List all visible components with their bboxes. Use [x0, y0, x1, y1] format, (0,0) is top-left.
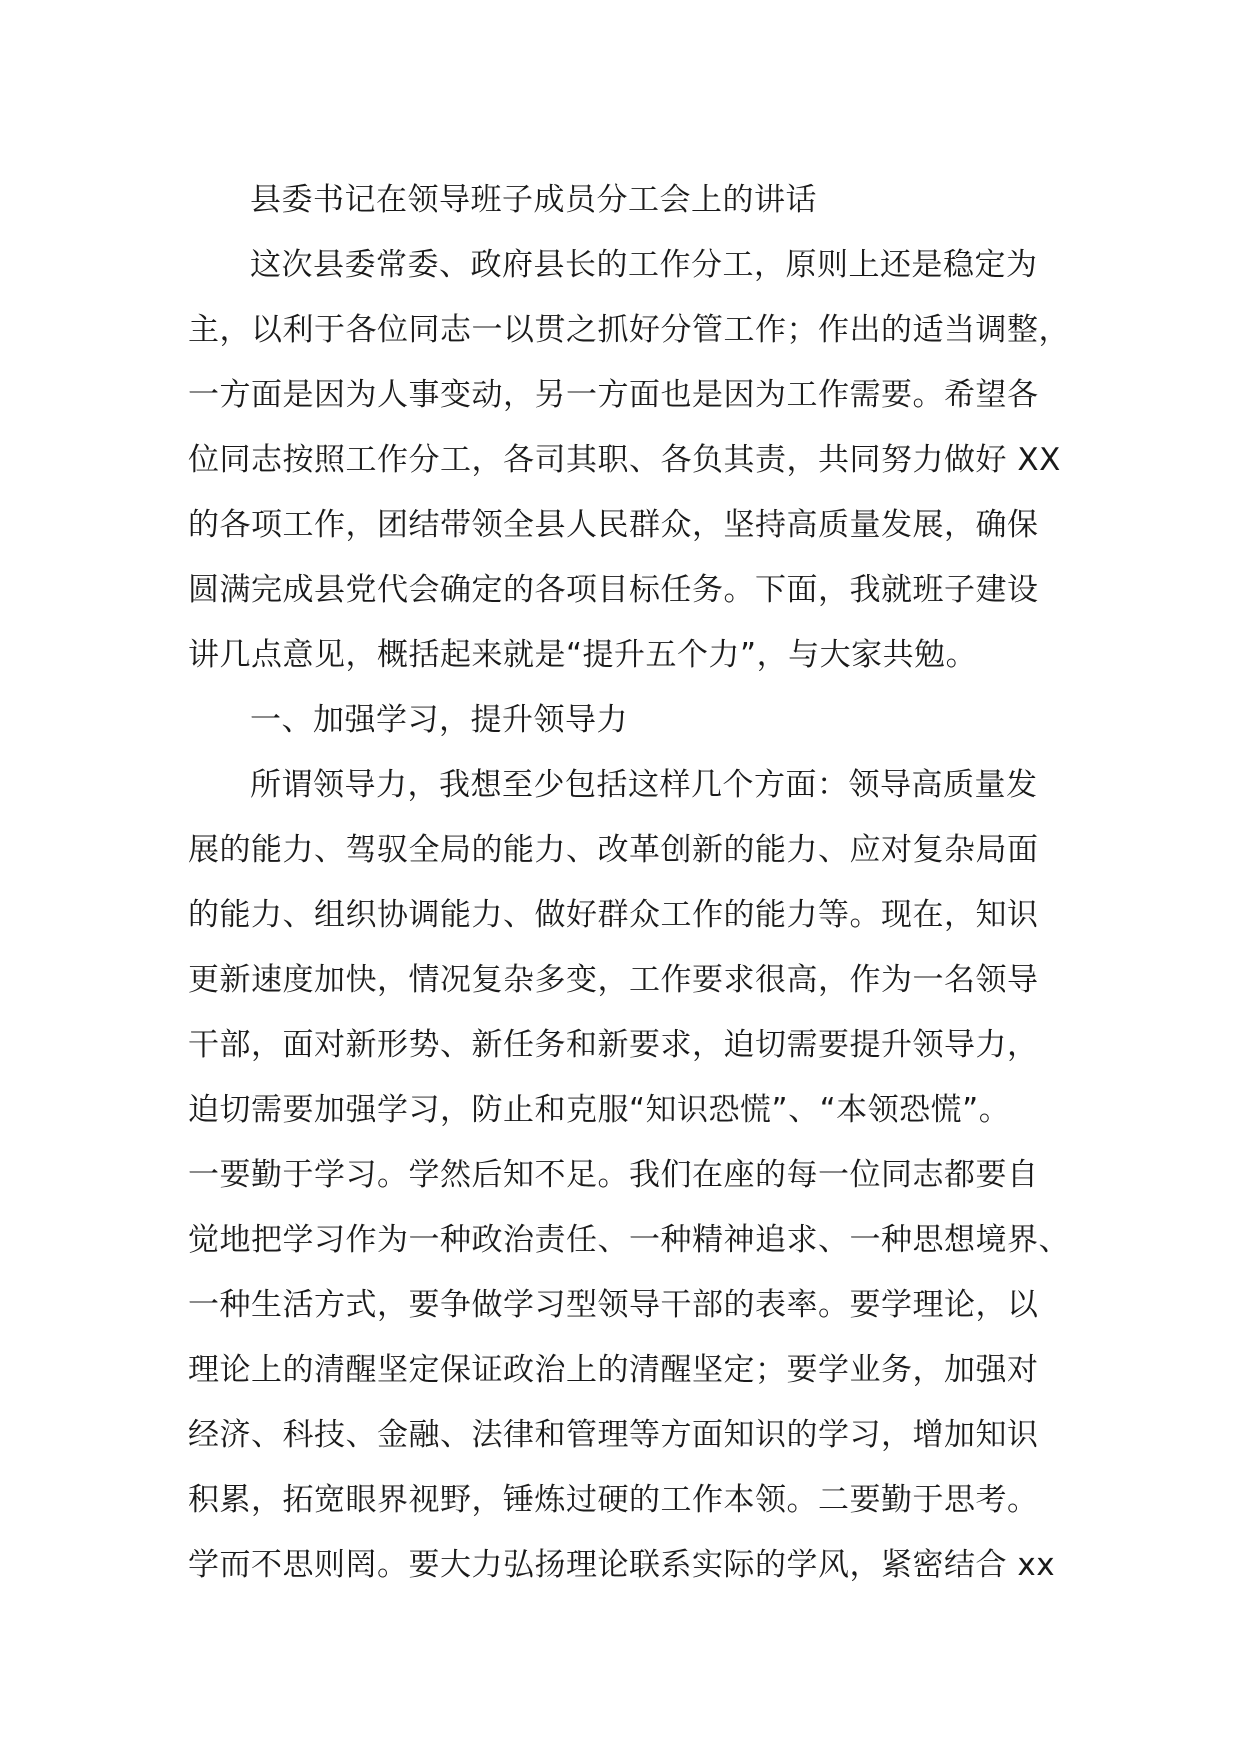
paragraph-line: 位同志按照工作分工，各司其职、各负其责，共同努力做好 XX	[188, 442, 1061, 478]
paragraph-line: 的能力、组织协调能力、做好群众工作的能力等。现在，知识	[188, 897, 1039, 933]
paragraph-line: 讲几点意见，概括起来就是“提升五个力”，与大家共勉。	[188, 637, 978, 673]
document-body	[188, 168, 1088, 1598]
paragraph-line: 理论上的清醒坚定保证政治上的清醒坚定；要学业务，加强对	[188, 1352, 1039, 1388]
paragraph-line: 的各项工作，团结带领全县人民群众，坚持高质量发展，确保	[188, 507, 1039, 543]
paragraph-line: 展的能力、驾驭全局的能力、改革创新的能力、应对复杂局面	[188, 832, 1039, 868]
paragraph-line: 这次县委常委、政府县长的工作分工，原则上还是稳定为	[250, 247, 1038, 283]
section-heading: 一、加强学习，提升领导力	[250, 702, 628, 738]
paragraph-line: 积累，拓宽眼界视野，锤炼过硬的工作本领。二要勤于思考。	[188, 1482, 1039, 1518]
paragraph-line: 干部，面对新形势、新任务和新要求，迫切需要提升领导力，	[188, 1027, 1039, 1063]
paragraph-line: 圆满完成县党代会确定的各项目标任务。下面，我就班子建设	[188, 572, 1039, 608]
paragraph-line: 学而不思则罔。要大力弘扬理论联系实际的学风，紧密结合 xx	[188, 1547, 1056, 1583]
paragraph-line: 觉地把学习作为一种政治责任、一种精神追求、一种思想境界、	[188, 1222, 1070, 1258]
paragraph-line: 一方面是因为人事变动，另一方面也是因为工作需要。希望各	[188, 377, 1039, 413]
document-title: 县委书记在领导班子成员分工会上的讲话	[250, 182, 817, 218]
paragraph-line: 主，以利于各位同志一以贯之抓好分管工作；作出的适当调整，	[188, 312, 1070, 348]
paragraph-line: 经济、科技、金融、法律和管理等方面知识的学习，增加知识	[188, 1417, 1039, 1453]
paragraph-line: 一种生活方式，要争做学习型领导干部的表率。要学理论，以	[188, 1287, 1039, 1323]
paragraph-line: 迫切需要加强学习，防止和克服“知识恐慌”、“本领恐慌”。	[188, 1092, 1011, 1128]
paragraph-line: 所谓领导力，我想至少包括这样几个方面：领导高质量发	[250, 767, 1038, 803]
paragraph-line: 更新速度加快，情况复杂多变，工作要求很高，作为一名领导	[188, 962, 1039, 998]
paragraph-line: 一要勤于学习。学然后知不足。我们在座的每一位同志都要自	[188, 1157, 1039, 1193]
